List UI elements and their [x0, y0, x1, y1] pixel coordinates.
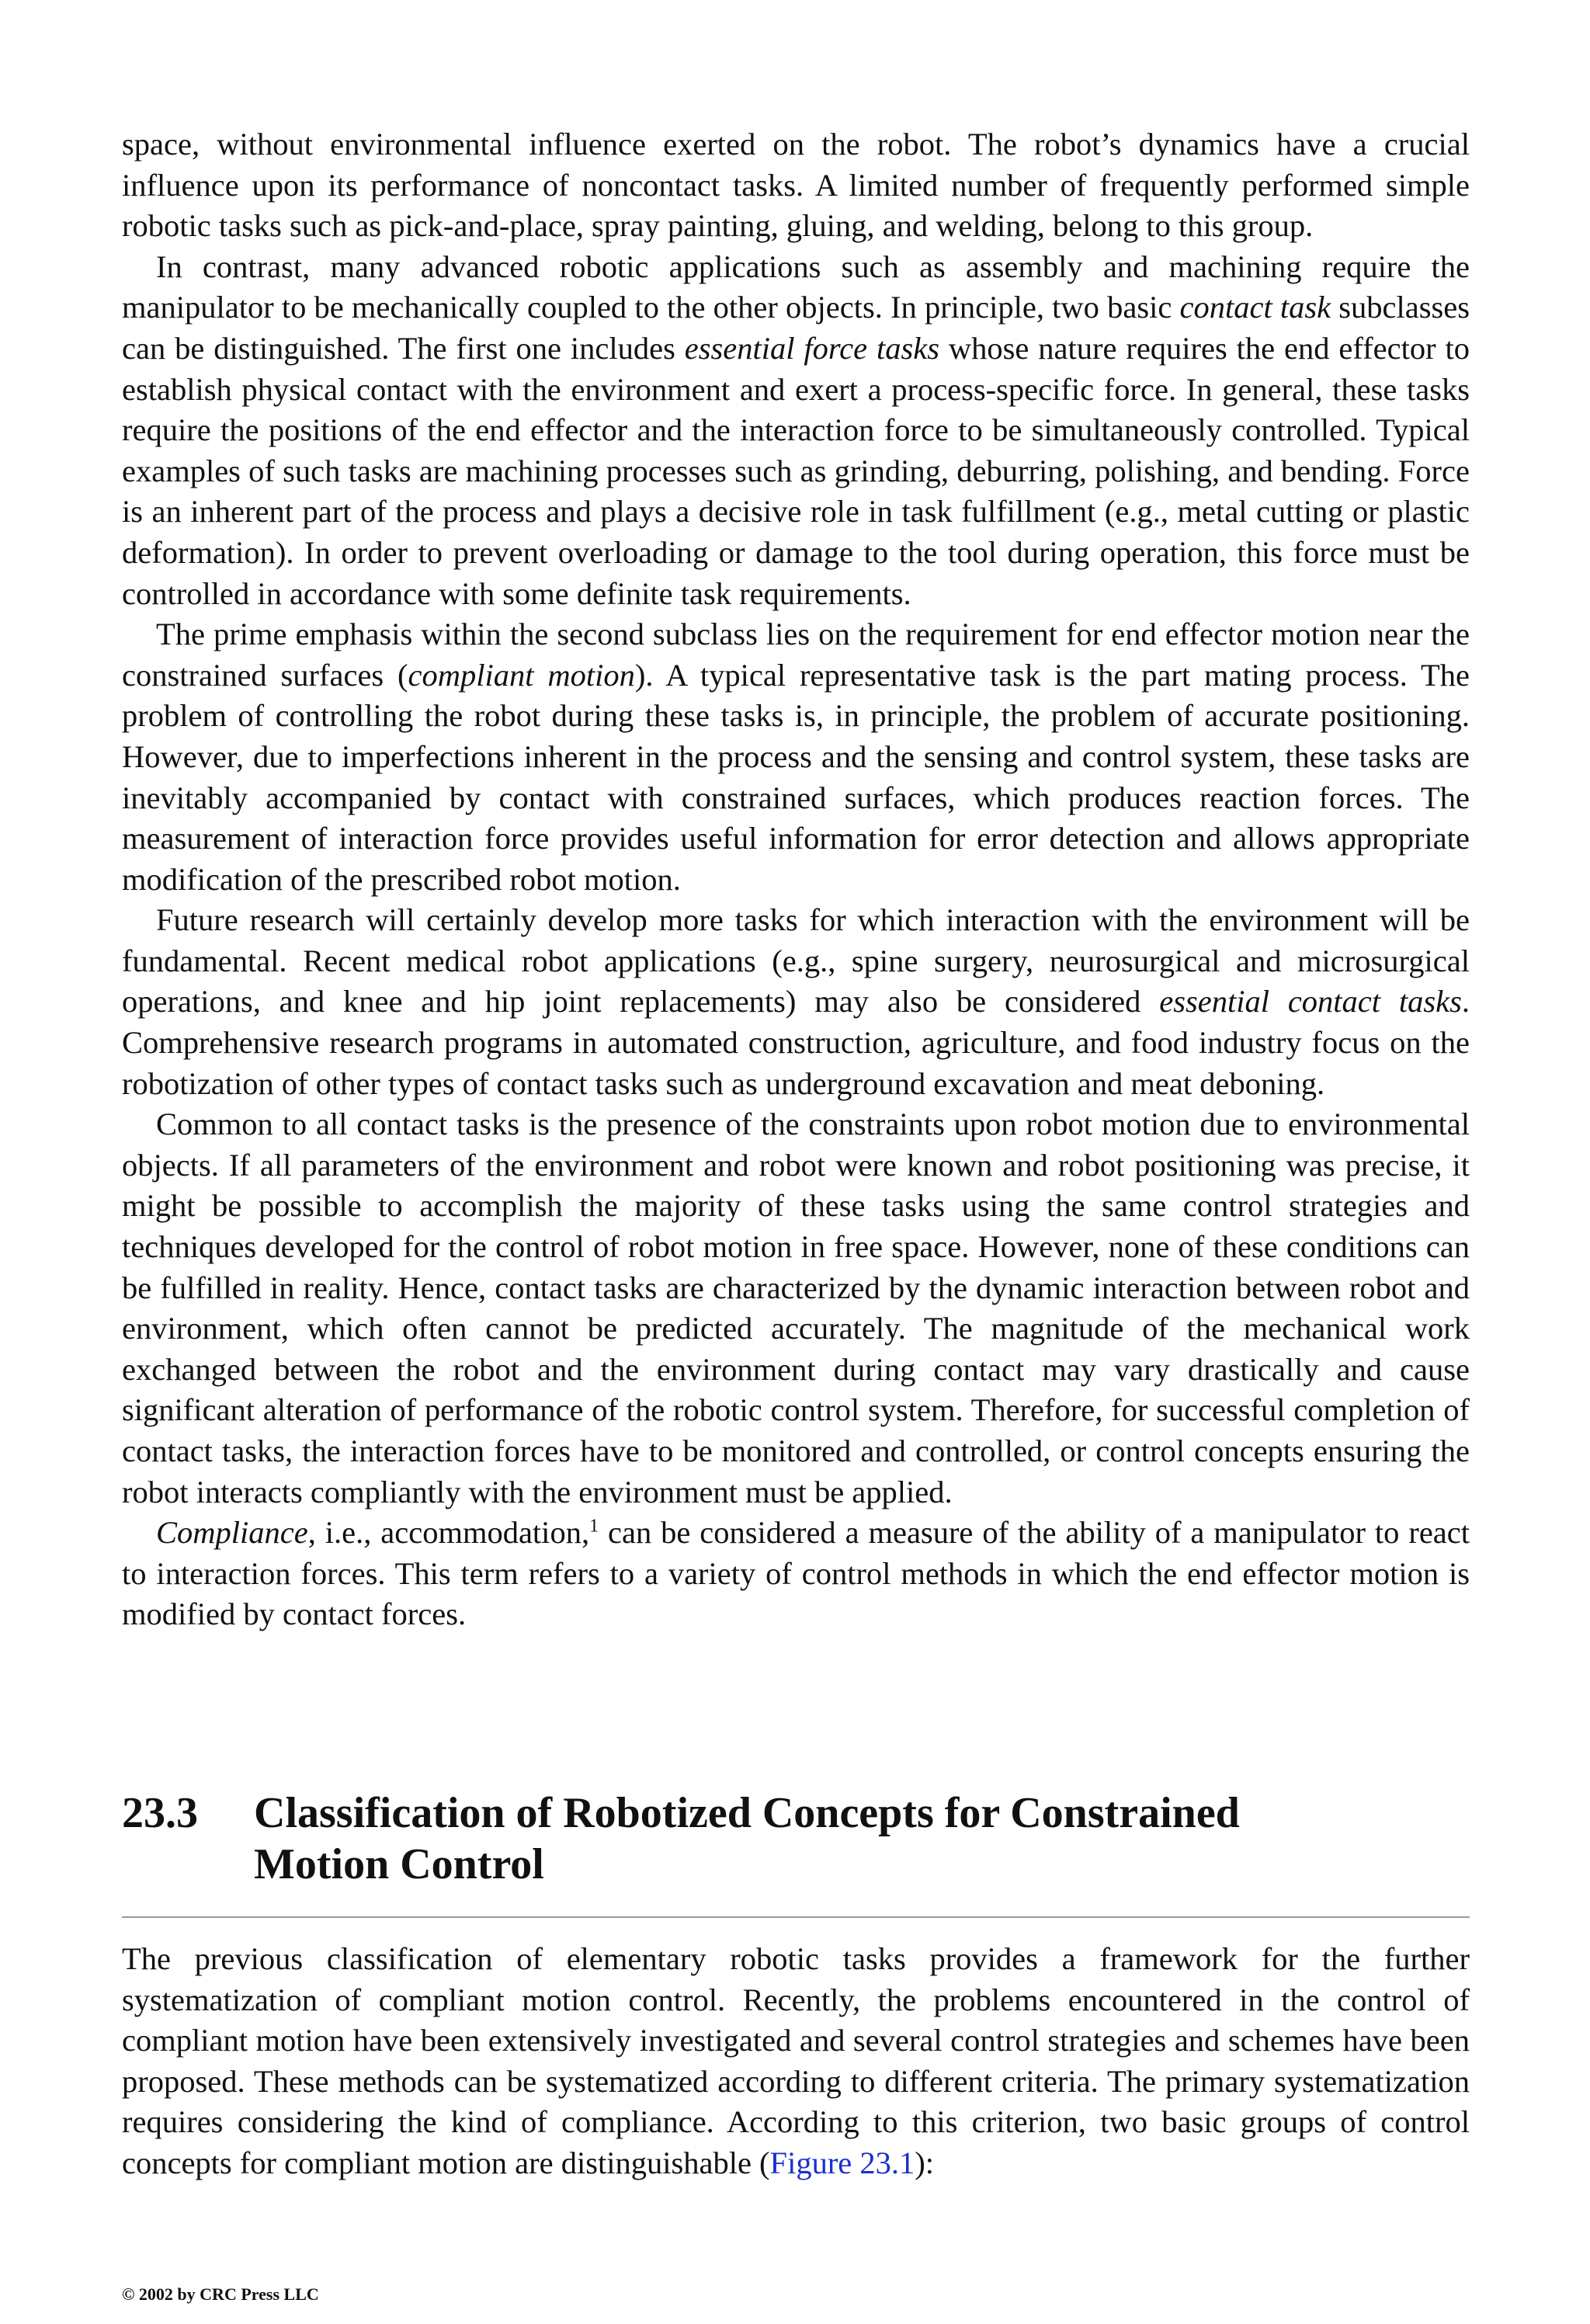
paragraph — [122, 1513, 1470, 1635]
paragraph-text: Future research will certainly develop more tasks for which interaction with the environment will be fundamental. Recent medical robot applications (e.g., spine surgery, neurosurgical and microsurgical operations, and knee and hip joint replacements) may also be considered — [122, 902, 1470, 1020]
paragraph-text: ). A typical representative task is the part mating process. The problem of controlling the robot during these tasks is, in principle, the problem of accurate positioning. However, due to imperfections inherent in the process and the sensing and control system, these tasks are inevitably accompanied by contact with constrained surfaces, which produces reaction forces. The measurement of interaction force provides useful information for error detection and allows appropriate modification of the prescribed robot motion. — [122, 657, 1470, 897]
paragraph-text: whose nature requires the end effector to establish physical contact with the environment and exert a process-specific force. In general, these tasks require the positions of the end effector and the interaction force to be simultaneously controlled. Typical examples of such tasks are machining processes such as grinding, deburring, polishing, and bending. Force is an inherent part of the process and plays a decisive role in task fulfillment (e.g., metal cutting or plastic deformation). In order to prevent overloading or damage to the tool during operation, this force must be controlled in accordance with some definite task requirements. — [122, 330, 1470, 611]
emphasis-text: Compliance — [156, 1515, 308, 1551]
paragraph-text: can be considered a measure of the ability of a manipulator to react to interaction forces. This term refers to a variety of control methods in which the end effector motion is modified by contact forces. — [122, 1515, 1470, 1632]
copyright-footer: © 2002 by CRC Press LLC — [122, 2284, 319, 2304]
emphasis-text: compliant motion — [408, 657, 635, 693]
emphasis-text: essential contact tasks — [1159, 984, 1462, 1020]
section-divider — [122, 1916, 1470, 1918]
paragraph — [122, 124, 1470, 247]
figure-link[interactable]: Figure 23.1 — [769, 2145, 915, 2180]
section-body — [122, 1939, 1470, 2184]
paragraph-text: . Comprehensive research programs in automated construction, agriculture, and food industry focus on the robotization of other types of contact tasks such as underground excavation and meat deboning. — [122, 984, 1470, 1101]
emphasis-text: contact task — [1179, 290, 1331, 325]
body-text — [122, 124, 1470, 1635]
paragraph-tail: ): — [915, 2145, 935, 2180]
paragraph-text: The previous classification of elementary robotic tasks provides a framework for the further systematization of compliant motion control. Recently, the problems encountered in the control of compliant motion have been extensively investigated and several control strategies and schemes have been proposed. These methods can be systematized according to different criteria. The primary systematization requires considering the kind of compliance. According to this criterion, two basic groups of control concepts for compliant motion are distinguishable ( — [122, 1941, 1470, 2180]
paragraph — [122, 247, 1470, 614]
section-title — [254, 1787, 1418, 1890]
paragraph-text: The prime emphasis within the second subclass lies on the requirement for end effector motion near the constrained surfaces ( — [122, 617, 1470, 693]
paragraph-text: space, without environmental influence exerted on the robot. The robot’s dynamics have a crucial influence upon its performance of noncontact tasks. A limited number of frequently performed simple robotic tasks such as pick-and-place, spray painting, gluing, and welding, belong to this group. — [122, 127, 1470, 244]
emphasis-text: essential force tasks — [684, 330, 939, 366]
paragraph-text: , i.e., accommodation, — [307, 1515, 590, 1551]
paragraph-text: subclasses can be distinguished. The first one includes — [122, 290, 1470, 366]
section-title-line-1: Classification of Robotized Concepts for Constrained — [254, 1789, 1240, 1837]
paragraph — [122, 1104, 1470, 1513]
footnote-marker: 1 — [589, 1516, 599, 1537]
section-title-line-2: Motion Control — [254, 1840, 544, 1888]
section-number: 23.3 — [122, 1789, 198, 1837]
paragraph — [122, 1939, 1470, 2184]
paragraph-text: In contrast, many advanced robotic applications such as assembly and machining require the manipulator to be mechanically coupled to the other objects. In principle, two basic — [122, 248, 1470, 325]
paragraph — [122, 900, 1470, 1104]
paragraph — [122, 614, 1470, 900]
paragraph-text: Common to all contact tasks is the presence of the constraints upon robot motion due to environmental objects. If all parameters of the environment and robot were known and robot positioning was precise, it might be possible to accomplish the majority of these tasks using the same control strategies and techniques developed for the control of robot motion in free space. However, none of these conditions can be fulfilled in reality. Hence, contact tasks are characterized by the dynamic interaction between robot and environment, which often cannot be predicted accurately. The magnitude of the mechanical work exchanged between the robot and the environment during contact may vary drastically and cause significant alteration of performance of the robotic control system. Therefore, for successful completion of contact tasks, the interaction forces have to be monitored and controlled, or control concepts ensuring the robot interacts compliantly with the environment must be applied. — [122, 1106, 1470, 1509]
